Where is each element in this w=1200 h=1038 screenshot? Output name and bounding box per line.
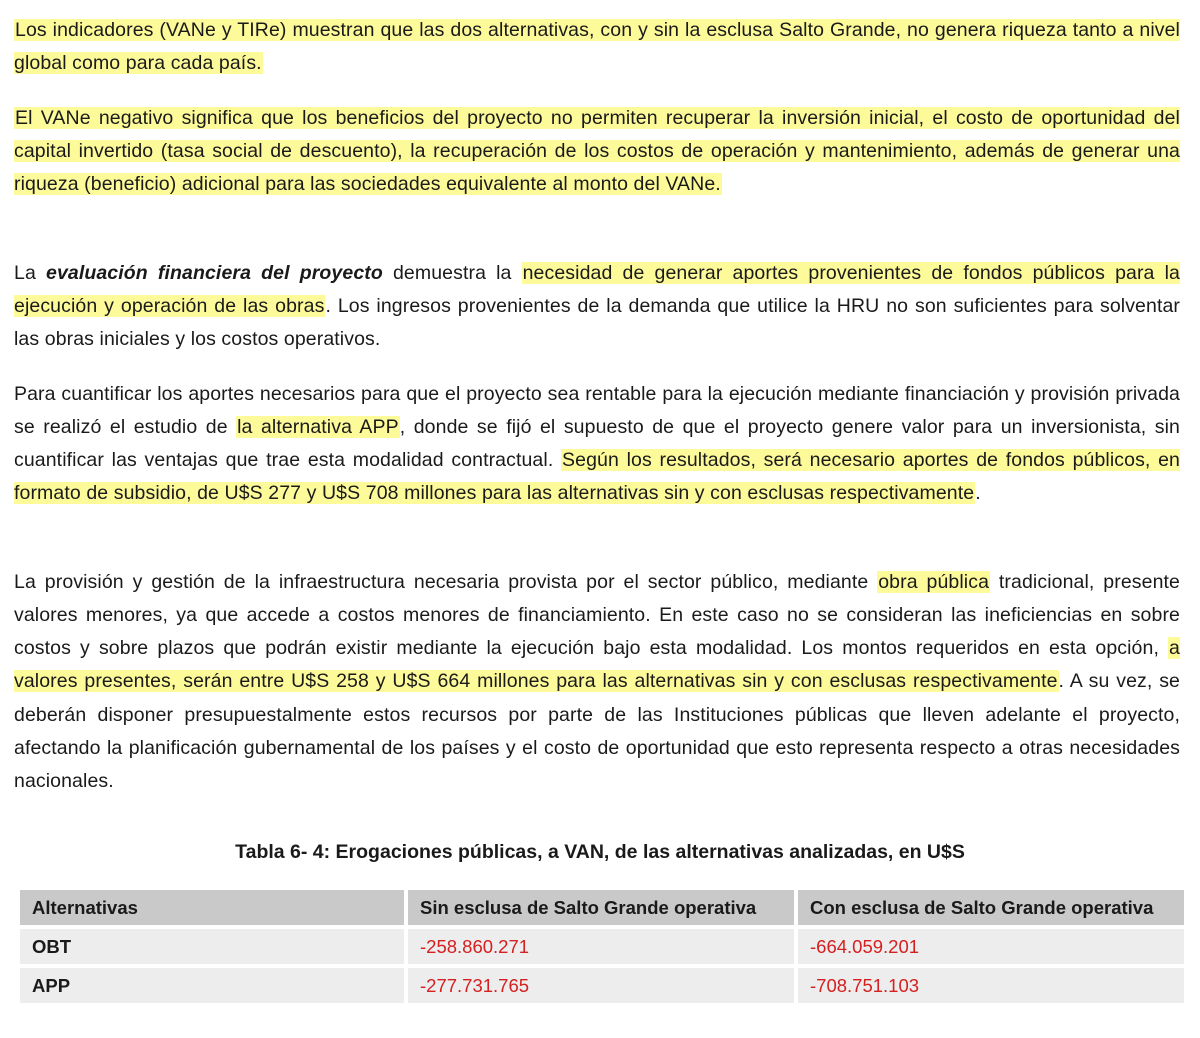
paragraph-vane-negative <box>14 102 1180 202</box>
table-caption: Tabla 6- 4: Erogaciones públicas, a VAN, de las alternativas analizadas, en U$S <box>235 841 965 863</box>
table-header-row <box>20 890 1184 925</box>
table-cell: -277.731.765 <box>408 968 794 1003</box>
table-cell: -708.751.103 <box>798 968 1184 1003</box>
highlighted-text: Según los resultados, será necesario aportes de fondos públicos, en formato de subsidio, de U$S 277 y U$S 708 millones para las alternativas sin y con esclusas respectivamente <box>14 449 1181 505</box>
paragraph-public-works <box>14 566 1180 799</box>
paragraph-financial-evaluation <box>14 257 1180 357</box>
highlighted-text: obra pública <box>878 570 990 593</box>
paragraph-indicators <box>14 14 1180 81</box>
text-run: . Los ingresos provenientes de la demanda que utilice la HRU no son suficientes para solventar las obras iniciales y los costos operativos. <box>14 294 1181 351</box>
public-expenditure-table <box>16 886 1188 1007</box>
paragraph-app-alternative <box>14 378 1180 511</box>
highlighted-text: El VANe negativo significa que los beneficios del proyecto no permiten recuperar la inversión inicial, el costo de oportunidad del capital invertido (tasa social de descuento), la recuperación de los costos de operación y mantenimiento, además de generar una riqueza (beneficio) adicional para las sociedades equivalente al monto del VANe. <box>14 106 1180 196</box>
text-run: . A su vez, se deberán disponer presupuestalmente estos recursos por parte de las Instituciones públicas que lleven adelante el proyecto, afectando la planificación gubernamental de los países y el costo de oportunidad que esto representa respecto a otras necesidades nacionales. <box>14 670 1180 793</box>
highlighted-text: necesidad de generar aportes provenientes de fondos públicos para la ejecución y operación de las obras <box>14 261 1180 317</box>
row-label: APP <box>20 968 404 1003</box>
text-run: demuestra la <box>382 261 522 284</box>
table-row <box>20 968 1184 1003</box>
text-run: tradicional, presente valores menores, ya que accede a costos menores de financiamiento. En este caso no se consideran las ineficiencias en sobre costos y sobre plazos que podrán existir mediante la ejecución bajo esta modalidad. Los montos requeridos en esta opción, <box>14 570 1180 660</box>
column-header: Con esclusa de Salto Grande operativa <box>798 890 1184 925</box>
table-row <box>20 929 1184 964</box>
table-cell: -664.059.201 <box>798 929 1184 964</box>
emphasized-text: evaluación financiera del proyecto <box>46 261 383 284</box>
column-header: Sin esclusa de Salto Grande operativa <box>408 890 794 925</box>
text-run: La provisión y gestión de la infraestructura necesaria provista por el sector público, mediante <box>14 570 878 593</box>
highlighted-text: a valores presentes, serán entre U$S 258 y U$S 664 millones para las alternativas sin y con esclusas respectivamente <box>14 637 1180 693</box>
row-label: OBT <box>20 929 404 964</box>
highlighted-text: la alternativa APP <box>237 415 399 438</box>
text-run: , donde se fijó el supuesto de que el proyecto genere valor para un inversionista, sin cuantificar las ventajas que trae esta modalidad contractual. <box>14 415 1180 472</box>
text-run: Para cuantificar los aportes necesarios para que el proyecto sea rentable para la ejecución mediante financiación y provisión privada se realizó el estudio de <box>14 382 1180 438</box>
text-run: . <box>975 482 981 505</box>
highlighted-text: Los indicadores (VANe y TIRe) muestran que las dos alternativas, con y sin la esclusa Salto Grande, no genera riqueza tanto a nivel global como para cada país. <box>14 18 1180 74</box>
text-run: La <box>14 261 46 284</box>
table-cell: -258.860.271 <box>408 929 794 964</box>
column-header: Alternativas <box>20 890 404 925</box>
